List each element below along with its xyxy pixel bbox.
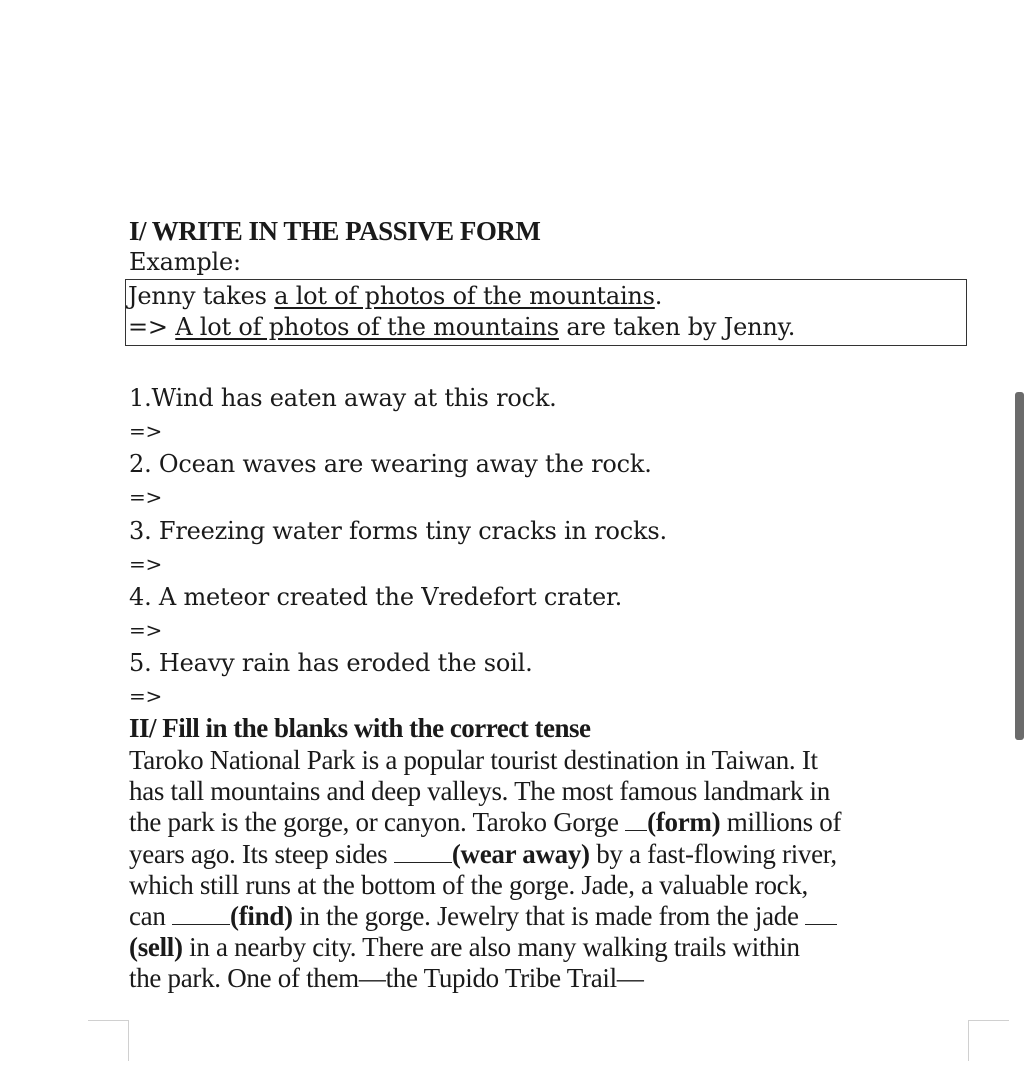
verb-sell: (sell): [129, 932, 183, 963]
passage-paragraph: [129, 745, 979, 995]
passage-line-6-end: in the gorge. Jewelry that is made from the jade: [292, 901, 806, 932]
passage-line-5: which still runs at the bottom of the gorge. Jade, a valuable rock,: [129, 869, 808, 900]
example-box: [125, 279, 967, 346]
exercise-2-arrow: =>: [129, 485, 163, 509]
passage-line-6-start: can: [129, 901, 173, 932]
section-2-title: II/ Fill in the blanks with the correct tense: [129, 713, 591, 743]
passage-line-3-end: millions of: [720, 807, 842, 838]
exercise-4-sentence: 4. A meteor created the Vredefort crater.: [129, 583, 623, 611]
exercise-3-sentence: 3. Freezing water forms tiny cracks in rocks.: [129, 517, 667, 545]
exercise-1-arrow: =>: [129, 419, 163, 443]
blank-4[interactable]: [805, 904, 837, 925]
example-sentence-start: Jenny takes: [128, 282, 275, 310]
passage-line-1: Taroko National Park is a popular tourist destination in Taiwan. It: [129, 745, 818, 775]
passage-line-8: the park. One of them—the Tupido Tribe Trail—: [129, 963, 644, 994]
page-margin-corner-left: [88, 1020, 129, 1061]
example-answer-underlined: A lot of photos of the mountains: [175, 313, 559, 341]
exercise-5-sentence: 5. Heavy rain has eroded the soil.: [129, 649, 533, 677]
exercise-3-arrow: =>: [129, 552, 163, 576]
example-answer: [128, 313, 795, 341]
example-answer-arrow: =>: [128, 313, 176, 341]
verb-find: (find): [230, 901, 293, 932]
exercise-5-arrow: =>: [129, 684, 163, 708]
passage-line-7-end: in a nearby city. There are also many walking trails within: [182, 932, 800, 963]
verb-wear-away: (wear away): [451, 838, 590, 869]
example-sentence-end: .: [654, 282, 663, 310]
passage-line-2: has tall mountains and deep valleys. The most famous landmark in: [129, 776, 830, 807]
passage-line-3: [129, 807, 979, 838]
verb-form: (form): [647, 807, 721, 838]
exercise-2-sentence: 2. Ocean waves are wearing away the rock.: [129, 450, 652, 478]
example-label: Example:: [129, 248, 241, 276]
passage-line-7: [129, 932, 979, 963]
exercise-4-arrow: =>: [129, 618, 163, 642]
passage-line-4-start: years ago. Its steep sides: [129, 838, 394, 869]
page-margin-corner-right: [968, 1020, 1009, 1061]
exercise-1-sentence: 1.Wind has eaten away at this rock.: [129, 384, 557, 412]
passage-line-3-start: the park is the gorge, or canyon. Taroko Gorge: [129, 807, 626, 838]
passage-line-4: [129, 839, 979, 870]
blank-1[interactable]: [625, 810, 647, 831]
passage-line-4-end: by a fast-flowing river,: [589, 838, 837, 869]
example-sentence: [128, 282, 662, 310]
blank-2[interactable]: [394, 842, 452, 863]
vertical-scrollbar[interactable]: [1015, 392, 1024, 740]
passage-line-6: [129, 901, 979, 932]
blank-3[interactable]: [172, 904, 230, 925]
example-sentence-underlined: a lot of photos of the mountains: [274, 282, 655, 310]
section-1-title: I/ WRITE IN THE PASSIVE FORM: [129, 216, 541, 246]
example-answer-end: are taken by Jenny.: [558, 313, 796, 341]
